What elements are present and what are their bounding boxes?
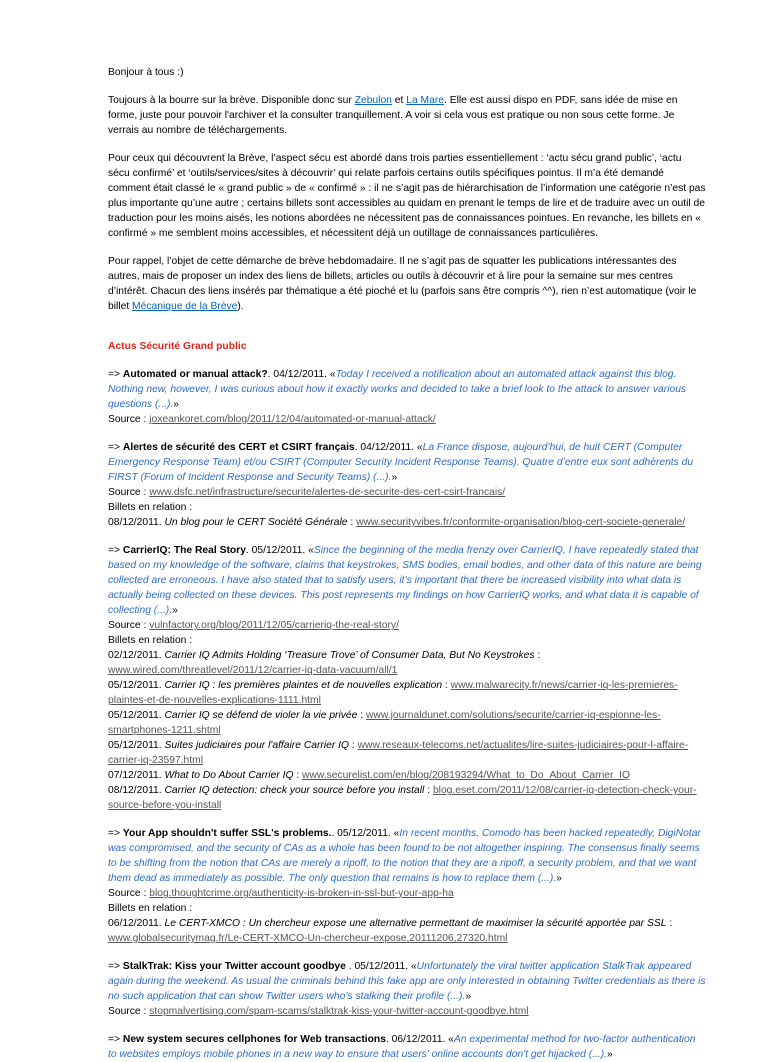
related-item bbox=[108, 648, 706, 678]
entry-text bbox=[108, 545, 702, 616]
related-link[interactable]: blog.eset.com/2011/12/08/carrier-iq-detection-check-your-source-before-you-install bbox=[108, 785, 697, 811]
entry-title: StalkTrak: Kiss your Twitter account goodbye bbox=[122, 961, 346, 972]
entry-title: CarrierIQ: The Real Story bbox=[122, 545, 246, 556]
entry-date: . 05/12/2011. bbox=[345, 961, 409, 972]
related-link[interactable]: www.securityvibes.fr/conformite-organisation/blog-cert-societe-generale/ bbox=[356, 517, 686, 528]
close-quote: » bbox=[465, 991, 472, 1002]
related-label: Billets en relation : bbox=[108, 502, 193, 513]
related-title: Un blog pour le CERT Société Générale bbox=[164, 517, 348, 528]
close-quote: » bbox=[173, 399, 179, 410]
related-title: Suites judiciaires pour l'affaire Carrier IQ bbox=[164, 740, 350, 751]
related-title: Carrier IQ : les premières plaintes et de nouvelles explication bbox=[164, 680, 443, 691]
related-sep: : bbox=[666, 918, 673, 929]
source-label: Source : bbox=[108, 487, 150, 498]
close-quote: » bbox=[556, 873, 562, 884]
entry-text bbox=[108, 828, 701, 884]
entry-quote: An experimental method for two-factor authentication to websites employs mobile phones in a new way to ensure that users' online accounts don't get hijacked (...). bbox=[108, 1034, 696, 1060]
greeting: Bonjour à tous :) bbox=[108, 67, 184, 78]
related-link[interactable]: www.malwarecity.fr/news/carrier-iq-les-premieres-plaintes-et-de-nouvelles-explications-1111.html bbox=[108, 680, 678, 706]
entry-quote: Unfortunately the viral twitter application StalkTrak appeared again during the weekend. As usual the criminals behind this fake app are only interested in obtaining Twitter credentials as there is no such application that can show Twitter users who’s stalking their profile (...). bbox=[108, 961, 706, 1002]
related-date: 05/12/2011. bbox=[108, 680, 165, 691]
related-sep: : bbox=[293, 770, 303, 781]
entry-quote: Today I received a notification about an automated attack against this blog. Nothing new, however, I was curious about how it exactly works and decided to take a brief look to the attack to answer various questions (...). bbox=[108, 369, 687, 410]
related-item bbox=[108, 708, 706, 738]
related-title: What to Do About Carrier IQ bbox=[164, 770, 294, 781]
entry-text bbox=[108, 442, 693, 483]
related-date: 05/12/2011. bbox=[108, 710, 165, 721]
arrow-marker: => bbox=[108, 1034, 123, 1045]
related-title: Carrier IQ se défend de violer la vie privée bbox=[164, 710, 358, 721]
entry-quote: La France dispose, aujourd’hui, de huit CERT (Computer Emergency Response Team) et/ou CSIRT (Computer Security Incident Response Teams). Quatre d’entre eux sont adhérents du FIRST (Forum of Incident Response and Security Teams) (...). bbox=[108, 442, 694, 483]
related-date: 05/12/2011. bbox=[108, 740, 165, 751]
source-line bbox=[108, 1004, 706, 1019]
entry-text bbox=[108, 1034, 695, 1060]
source-label: Source : bbox=[108, 620, 150, 631]
source-link[interactable]: www.dsfc.net/infrastructure/securite/alertes-de-securite-des-cert-csirt-francais/ bbox=[149, 487, 506, 498]
related-label: Billets en relation : bbox=[108, 903, 193, 914]
related-link[interactable]: www.reseaux-telecoms.net/actualites/lire-suites-judiciaires-pour-l-affaire-carrier-iq-23597.html bbox=[108, 740, 689, 766]
entry-title: Alertes de sécurité des CERT et CSIRT français bbox=[122, 442, 355, 453]
related-date: 07/12/2011. bbox=[108, 770, 165, 781]
related-date: 08/12/2011. bbox=[108, 785, 165, 796]
open-quote: « bbox=[305, 545, 314, 556]
open-quote: « bbox=[390, 828, 400, 839]
intro-paragraph-3: Pour rappel, l’objet de cette démarche de brève hebdomadaire. Il ne s’agit pas de squatter les publications intéressantes des autres, mais de proposer un index des liens de billets, articles ou outils à découvrir et à lire pour la semaine sur mes centres d’intérêt. Chacun des liens insérés par thématique a été pioché et lu (parfois sans être compris ^^), rien n’est automatique (voir le billet Mécanique de la Brève). bbox=[108, 256, 697, 312]
related-title: Carrier IQ detection: check your source before you install bbox=[164, 785, 425, 796]
related-sep: : bbox=[347, 517, 357, 528]
entry-date: . 06/12/2011. bbox=[385, 1034, 446, 1045]
related-label: Billets en relation : bbox=[108, 635, 193, 646]
source-link[interactable]: joxeankoret.com/blog/2011/12/04/automated-or-manual-attack/ bbox=[149, 414, 436, 425]
source-link[interactable]: blog.thoughtcrime.org/authenticity-is-broken-in-ssl-but-your-app-ha bbox=[149, 888, 454, 899]
related-title: Le CERT-XMCO : Un chercheur expose une alternative permettant de maximiser la sécurité apportée par SSL bbox=[164, 918, 667, 929]
related-item bbox=[108, 738, 706, 768]
entry-text bbox=[108, 369, 686, 410]
open-quote: « bbox=[327, 369, 336, 380]
mecanique-breve-link[interactable]: Mécanique de la Brève bbox=[132, 301, 238, 312]
arrow-marker: => bbox=[108, 828, 123, 839]
news-entry bbox=[108, 959, 706, 1019]
related-item bbox=[108, 783, 706, 813]
related-item bbox=[108, 515, 706, 530]
related-sep: : bbox=[534, 650, 541, 661]
source-link[interactable]: vulnfactory.org/blog/2011/12/05/carrieriq-the-real-story/ bbox=[149, 620, 399, 631]
entry-quote: In recent months, Comodo has been hacked repeatedly, DigiNotar was compromised, and the security of CAs as a whole has been found to be not altogether inspiring. The consensus finally seems to be shifting from the notion that CAs are merely a ripoff, to the notion that they are a ripoff, a security problem, and that we want them dead as immediately as possible. The only question that remains is how to replace them (...). bbox=[108, 828, 701, 884]
source-label: Source : bbox=[108, 414, 150, 425]
related-date: 06/12/2011. bbox=[108, 918, 165, 929]
related-date: 08/12/2011. bbox=[108, 517, 165, 528]
entries-list bbox=[108, 367, 706, 1062]
arrow-marker: => bbox=[108, 961, 123, 972]
related-sep: : bbox=[357, 710, 366, 721]
source-line bbox=[108, 485, 706, 500]
source-label: Source : bbox=[108, 888, 150, 899]
entry-date: . 05/12/2011. bbox=[331, 828, 391, 839]
section-title: Actus Sécurité Grand public bbox=[108, 341, 247, 352]
news-entry bbox=[108, 543, 706, 813]
close-quote: » bbox=[391, 472, 398, 483]
source-line bbox=[108, 412, 706, 427]
related-date: 02/12/2011. bbox=[108, 650, 165, 661]
news-entry bbox=[108, 440, 706, 530]
entry-date: . 04/12/2011. bbox=[354, 442, 415, 453]
intro-paragraph-2: Pour ceux qui découvrent la Brève, l’aspect sécu est abordé dans trois parties essentiellement : ‘actu sécu grand public’, ‘actu sécu confirmé’ et ‘outils/services/sites à découvrir’ qui relate parfois certains outils spécifiques pointus. Il m’a été demandé comment était classé le « grand public » de « confirmé » : il ne s’agit pas de hiérarchisation de l’information une catégorie n’est pas plus importante qu’une autre ; certains billets sont accessibles au quidam en prenant le temps de lire et de traduire avec un outil de traduction pour les moins aisés, les notions abordées ne nécessitent pas de connaissances pointues. En revanche, les billets en « confirmé » me semblent moins accessibles, et nécessitent déjà un outillage de connaissances particulières. bbox=[108, 153, 706, 239]
open-quote: « bbox=[408, 961, 417, 972]
related-item bbox=[108, 768, 706, 783]
related-link[interactable]: www.securelist.com/en/blog/208193294/What_to_Do_About_Carrier_IQ bbox=[302, 770, 631, 781]
la-mare-link[interactable]: La Mare bbox=[406, 95, 444, 106]
open-quote: « bbox=[445, 1034, 454, 1045]
open-quote: « bbox=[414, 442, 423, 453]
close-quote: » bbox=[607, 1049, 613, 1060]
intro-paragraph-1: Toujours à la bourre sur la brève. Disponible donc sur Zebulon et La Mare. Elle est aussi dispo en PDF, sans idée de mise en forme, juste pour pouvoir l'archiver et la consulter tranquillement. A voir si cela vous est pratique ou non sous cette forme. Je verrais au nombre de téléchargements. bbox=[108, 95, 678, 136]
related-link[interactable]: www.wired.com/threatlevel/2011/12/carrier-iq-data-vacuum/all/1 bbox=[108, 665, 398, 676]
close-quote: » bbox=[172, 605, 178, 616]
entry-title: Your App shouldn't suffer SSL's problems. bbox=[122, 828, 332, 839]
arrow-marker: => bbox=[108, 369, 123, 380]
news-entry bbox=[108, 826, 706, 946]
source-line bbox=[108, 886, 706, 901]
entry-date: . 04/12/2011. bbox=[267, 369, 328, 380]
related-title: Carrier IQ Admits Holding ‘Treasure Trove’ of Consumer Data, But No Keystrokes bbox=[164, 650, 535, 661]
entry-date: . 05/12/2011. bbox=[245, 545, 306, 556]
related-item bbox=[108, 916, 706, 946]
arrow-marker: => bbox=[108, 545, 123, 556]
source-label: Source : bbox=[108, 1006, 150, 1017]
entry-title: New system secures cellphones for Web transactions bbox=[122, 1034, 386, 1045]
related-link[interactable]: www.journaldunet.com/solutions/securite/carrier-iq-espionne-les-smartphones-1211.shtml bbox=[108, 710, 661, 736]
entry-title: Automated or manual attack? bbox=[122, 369, 268, 380]
source-line bbox=[108, 618, 706, 633]
news-entry bbox=[108, 367, 706, 427]
related-link[interactable]: www.globalsecuritymag.fr/Le-CERT-XMCO-Un-chercheur-expose,20111206,27320.html bbox=[108, 933, 508, 944]
related-item bbox=[108, 678, 706, 708]
news-entry bbox=[108, 1032, 706, 1062]
arrow-marker: => bbox=[108, 442, 123, 453]
entry-text bbox=[108, 961, 706, 1002]
entry-quote: Since the beginning of the media frenzy over CarrierIQ, I have repeatedly stated that based on my knowledge of the software, claims that keystrokes, SMS bodies, email bodies, and other data of this nature are being collected are erroneous. I have also stated that to satisfy users, it’s important that there be increased visibility into what data is actually being collected on these devices. This post represents my findings on how CarrierIQ works, and what data it is capable of collecting (...). bbox=[108, 545, 702, 616]
source-link[interactable]: stopmalvertising.com/spam-scams/stalktrak-kiss-your-twitter-account-goodbye.html bbox=[149, 1006, 529, 1017]
related-sep: : bbox=[349, 740, 358, 751]
related-sep: : bbox=[424, 785, 433, 796]
zebulon-link[interactable]: Zebulon bbox=[354, 95, 392, 106]
related-sep: : bbox=[442, 680, 451, 691]
